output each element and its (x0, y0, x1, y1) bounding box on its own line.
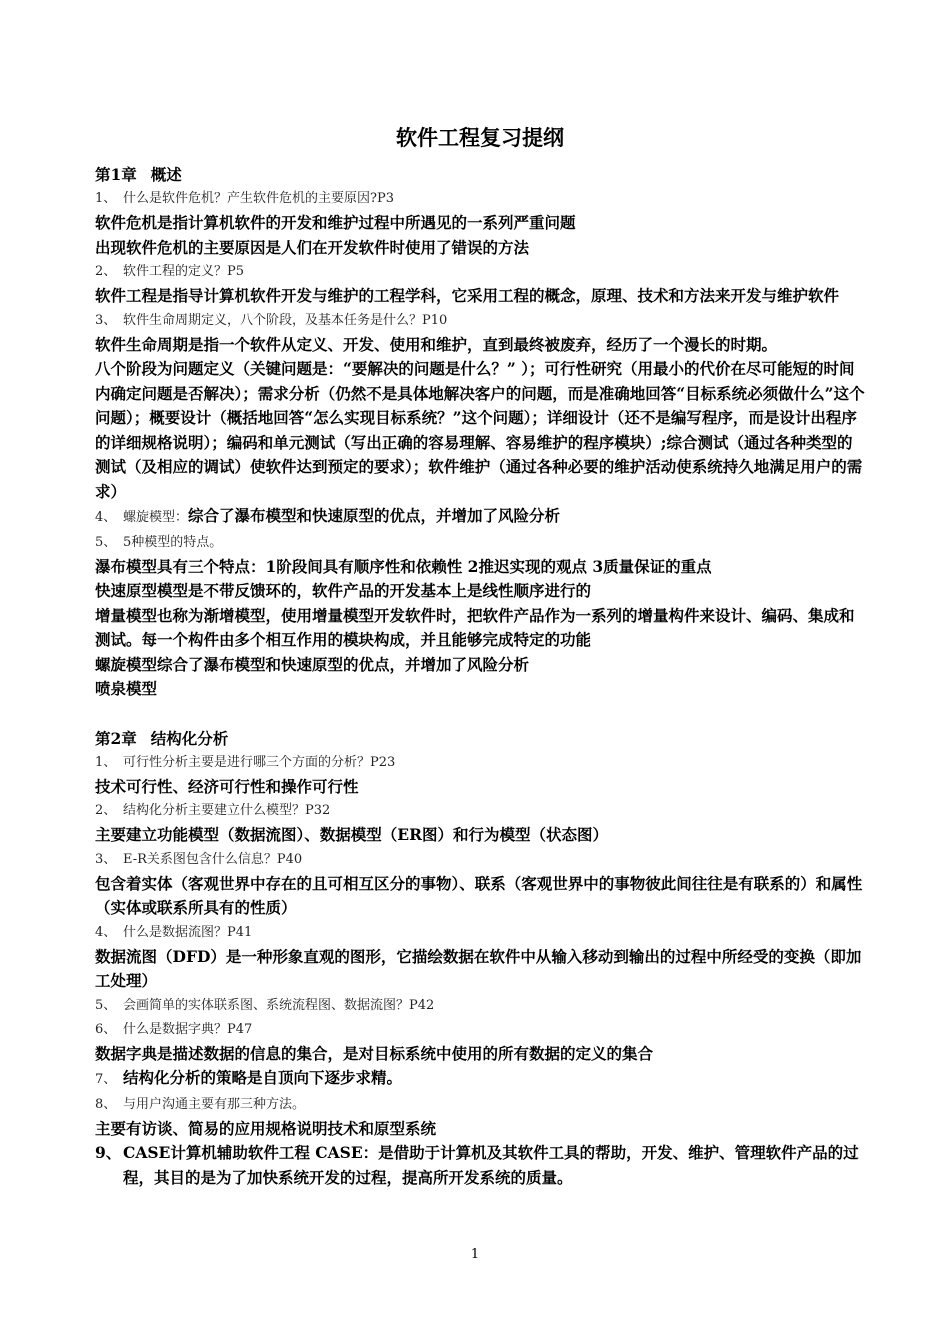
document-page (95, 122, 865, 1190)
question-1-4: 4、 螺旋模型：综合了瀑布模型和快速原型的优点，并增加了风险分析 (95, 506, 561, 525)
question-2-8: 8、 与用户沟通主要有那三种方法。 (95, 1096, 306, 1112)
answer-1-1a: 软件危机是指计算机软件的开发和维护过程中所遇见的一系列严重问题 (95, 213, 576, 232)
answer-2-3: 包含着实体（客观世界中存在的且可相互区分的事物）、联系（客观世界中的事物彼此间往往是有联系的）和属性（实体或联系所具有的性质） (95, 873, 863, 917)
answer-2-1: 技术可行性、经济可行性和操作可行性 (95, 776, 359, 796)
answer-1-5c: 增量模型也称为渐增模型，使用增量模型开发软件时，把软件产品作为一系列的增量构件来设计、编码、集成和测试。每一个构件由多个相互作用的模块构成，并且能够完成特定的功能 (95, 605, 855, 649)
question-2-9: 9、 CASE计算机辅助软件工程 CASE：是借助于计算机及其软件工具的帮助，开发、维护、管理软件产品的过程，其目的是为了加快系统开发的过程，提高所开发系统的质量。 (95, 1143, 859, 1187)
question-2-3: 3、 E-R关系图包含什么信息？P40 (95, 851, 303, 867)
question-1-1: 1、 什么是软件危机？产生软件危机的主要原因?P3 (95, 191, 394, 206)
chapter-name: 结构化分析 (150, 728, 229, 748)
chapter-1-heading (95, 162, 865, 187)
chapter-2-heading (95, 726, 865, 751)
question-1-3: 3、 软件生命周期定义，八个阶段，及基本任务是什么？P10 (95, 312, 448, 328)
chapter-number: 第2章 (95, 728, 137, 748)
chapter-name: 概述 (150, 165, 182, 184)
answer-2-2: 主要建立功能模型（数据流图）、数据模型（ER图）和行为模型（状态图） (95, 825, 608, 844)
answer-1-3a: 软件生命周期是指一个软件从定义、开发、使用和维护，直到最终被废弃，经历了一个漫长的时期。 (95, 334, 778, 354)
question-2-6: 6、 什么是数据字典？P47 (95, 1021, 253, 1037)
answer-1-5d: 螺旋模型综合了瀑布模型和快速原型的优点，并增加了风险分析 (95, 654, 530, 674)
question-2-1: 1、 可行性分析主要是进行哪三个方面的分析？P23 (95, 754, 396, 770)
section-spacer (95, 702, 865, 726)
answer-2-8: 主要有访谈、简易的应用规格说明技术和原型系统 (95, 1118, 437, 1138)
answer-2-4: 数据流图（DFD）是一种形象直观的图形，它描绘数据在软件中从输入移动到输出的过程中所经受的变换（即加工处理） (95, 946, 862, 990)
question-2-5: 5、 会画简单的实体联系图、系统流程图、数据流图？P42 (95, 997, 435, 1013)
page-number: 1 (470, 1247, 480, 1262)
answer-1-3b: 八个阶段为问题定义（关键问题是：“要解决的问题是什么？” ）；可行性研究（用最小的代价在尽可能短的时间内确定问题是否解决）；需求分析（仍然不是具体地解决客户的问题，而是准确地回答“目标系统必须做什么”这个问题）；概要设计（概括地回答“怎么实现目标系统？”这个问题）；详细设计（还不是编写程序，而是设计出程序的详细规格说明）；编码和单元测试（写出正确的容易理解、容易维护的程序模块）;综合测试（通过各种类型的测试（及相应的调试）使软件达到预定的要求）；软件维护（通过各种必要的维护活动使系统持久地满足用户的需求） (95, 359, 865, 501)
answer-1-5a: 瀑布模型具有三个特点：1阶段间具有顺序性和依赖性 2推迟实现的观点 3质量保证的重点 (95, 556, 712, 576)
answer-1-5b: 快速原型模型是不带反馈环的，软件产品的开发基本上是线性顺序进行的 (95, 581, 592, 600)
document-title: 软件工程复习提纲 (396, 125, 564, 150)
answer-1-1b: 出现软件危机的主要原因是人们在开发软件时使用了错误的方法 (95, 237, 530, 257)
question-1-2: 2、 软件工程的定义？P5 (95, 264, 245, 279)
answer-1-2: 软件工程是指导计算机软件开发与维护的工程学科，它采用工程的概念，原理、技术和方法来开发与维护软件 (95, 286, 840, 305)
question-1-5: 5、 5种模型的特点。 (95, 534, 223, 550)
answer-2-6: 数据字典是描述数据的信息的集合，是对目标系统中使用的所有数据的定义的集合 (95, 1043, 654, 1063)
question-2-7: 7、 结构化分析的策略是自顶向下逐步求精。 (95, 1068, 403, 1087)
question-2-4: 4、 什么是数据流图？P41 (95, 924, 253, 940)
answer-1-5e: 喷泉模型 (95, 679, 158, 698)
chapter-number: 第1章 (95, 165, 137, 184)
question-2-2: 2、 结构化分析主要建立什么模型？P32 (95, 803, 331, 818)
